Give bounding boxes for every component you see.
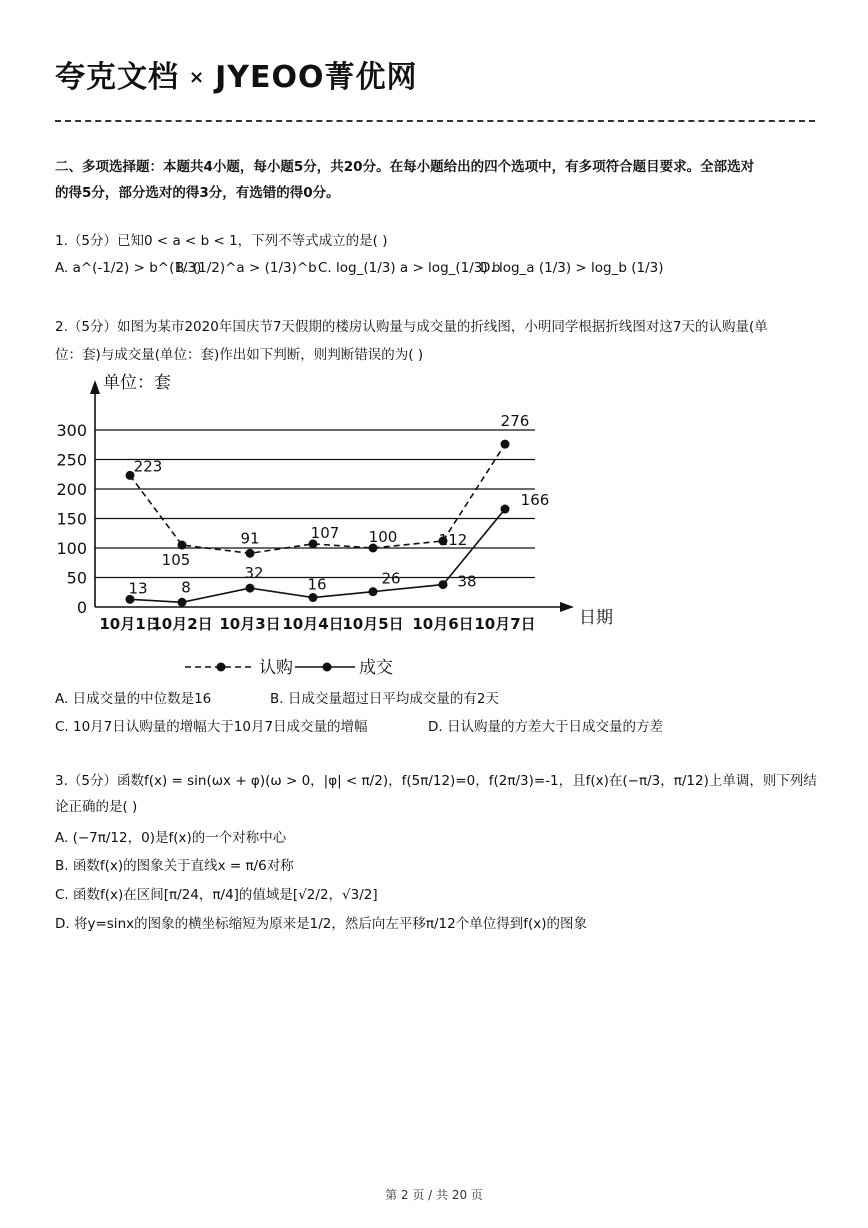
x-tick-label: 10月5日 [342,615,404,633]
y-tick-label: 300 [56,421,87,440]
x-tick-label: 10月4日 [282,615,344,633]
data-label: 223 [133,457,163,476]
q2-stem-line-2: 位：套)与成交量(单位：套)作出如下判断，则判断错误的为( ) [55,347,424,363]
data-label: 38 [457,572,477,591]
data-label: 107 [310,523,340,542]
page-footer: 第 2 页 / 共 20 页 [385,1188,483,1202]
brand-left-logo: 夸克文档 [55,60,179,95]
section-heading [55,154,815,206]
data-point [246,584,255,593]
q2-option-c: C. 10月7日认购量的增幅大于10月7日成交量的增幅 [55,719,368,735]
x-tick-label: 10月7日 [474,615,536,633]
x-tick-label: 10月6日 [412,615,474,633]
q3-option-d: D. 将y=sinx的图象的横坐标缩短为原来是1/2，然后向左平移π/12个单位得到f(x)的图象 [55,916,587,932]
data-point [501,505,510,514]
y-tick-label: 0 [76,598,87,617]
q2-stem-line-1: 2.（5分）如图为某市2020年国庆节7天假期的楼房认购量与成交量的折线图，小明同学根据折线图对这7天的认购量(单 [55,319,768,335]
y-axis-arrow [90,380,100,394]
data-point [369,587,378,596]
brand-header [55,52,417,96]
data-point [501,440,510,449]
q3-stem-line-2: 论正确的是( ) [55,799,138,815]
y-tick-label: 100 [56,539,87,558]
y-tick-label: 200 [56,480,87,499]
y-axis-label: 单位：套 [103,373,171,393]
q1-stem: 1.（5分）已知0 < a < b < 1，下列不等式成立的是( ) [55,233,388,249]
q2-stem [55,316,825,366]
data-point [309,593,318,602]
data-label: 100 [368,528,398,546]
section-heading-line-2: 的得5分，部分选对的得3分，有选错的得0分。 [55,185,340,201]
y-tick-label: 150 [56,509,87,529]
data-label: 112 [438,530,468,549]
data-label: 8 [181,578,191,597]
data-label: 32 [244,564,264,583]
y-tick-label: 50 [66,568,87,588]
brand-right-logo: JYEOO菁优网 [215,60,418,95]
data-point [178,541,187,550]
legend-label-subscription: 认购 [259,658,293,678]
legend-marker-subscription [217,663,226,672]
q3-stem [55,770,835,818]
chart-legend [185,658,393,678]
x-tick-label: 10月3日 [219,615,281,633]
data-label: 166 [520,491,550,510]
q1-option-d: D. log_a (1/3) > log_b (1/3) [480,260,664,276]
legend-marker-transaction [323,663,332,672]
q1-option-a: A. a^(-1/2) > b^(1/3) [55,260,202,276]
line-chart [55,362,635,682]
x-tick-label: 10月1日 [99,615,161,633]
x-tick-label: 10月2日 [151,615,213,633]
q2-option-b: B. 日成交量超过日平均成交量的有2天 [270,691,499,707]
header-divider [55,120,815,122]
chart-labels [128,412,549,597]
data-label: 16 [307,575,327,594]
data-label: 91 [240,529,260,548]
section-heading-line-1: 二、多项选择题：本题共4小题，每小题5分，共20分。在每小题给出的四个选项中，有多项符合题目要求。全部选对 [55,159,755,175]
brand-separator: × [189,67,206,88]
data-point [178,598,187,607]
legend-label-transaction: 成交 [359,658,393,678]
data-point [246,549,255,558]
q2-option-d: D. 日认购量的方差大于日成交量的方差 [428,719,663,735]
data-label: 276 [500,412,530,431]
data-label: 26 [381,569,401,588]
q3-option-c: C. 函数f(x)在区间[π/24，π/4]的值域是[√2/2，√3/2] [55,887,378,903]
q1-option-b: B. (1/2)^a > (1/3)^b [175,260,317,276]
q3-option-b: B. 函数f(x)的图象关于直线x = π/6对称 [55,858,294,874]
data-point [439,580,448,589]
q3-stem-line-1: 3.（5分）函数f(x) = sin(ωx + φ)(ω > 0，|φ| < π/2)，f(5π/12)=0，f(2π/3)=-1，且f(x)在(−π/3，π/12)上单调，则下列结 [55,773,817,789]
x-axis-arrow [560,602,574,612]
q3-option-a: A. (−7π/12，0)是f(x)的一个对称中心 [55,830,287,846]
q2-option-a: A. 日成交量的中位数是16 [55,691,212,707]
data-label: 105 [161,551,191,570]
q1-option-c: C. log_(1/3) a > log_(1/3) b [318,260,501,276]
y-tick-label: 250 [56,450,87,470]
data-label: 13 [128,579,148,598]
x-axis-label: 日期 [579,608,613,628]
